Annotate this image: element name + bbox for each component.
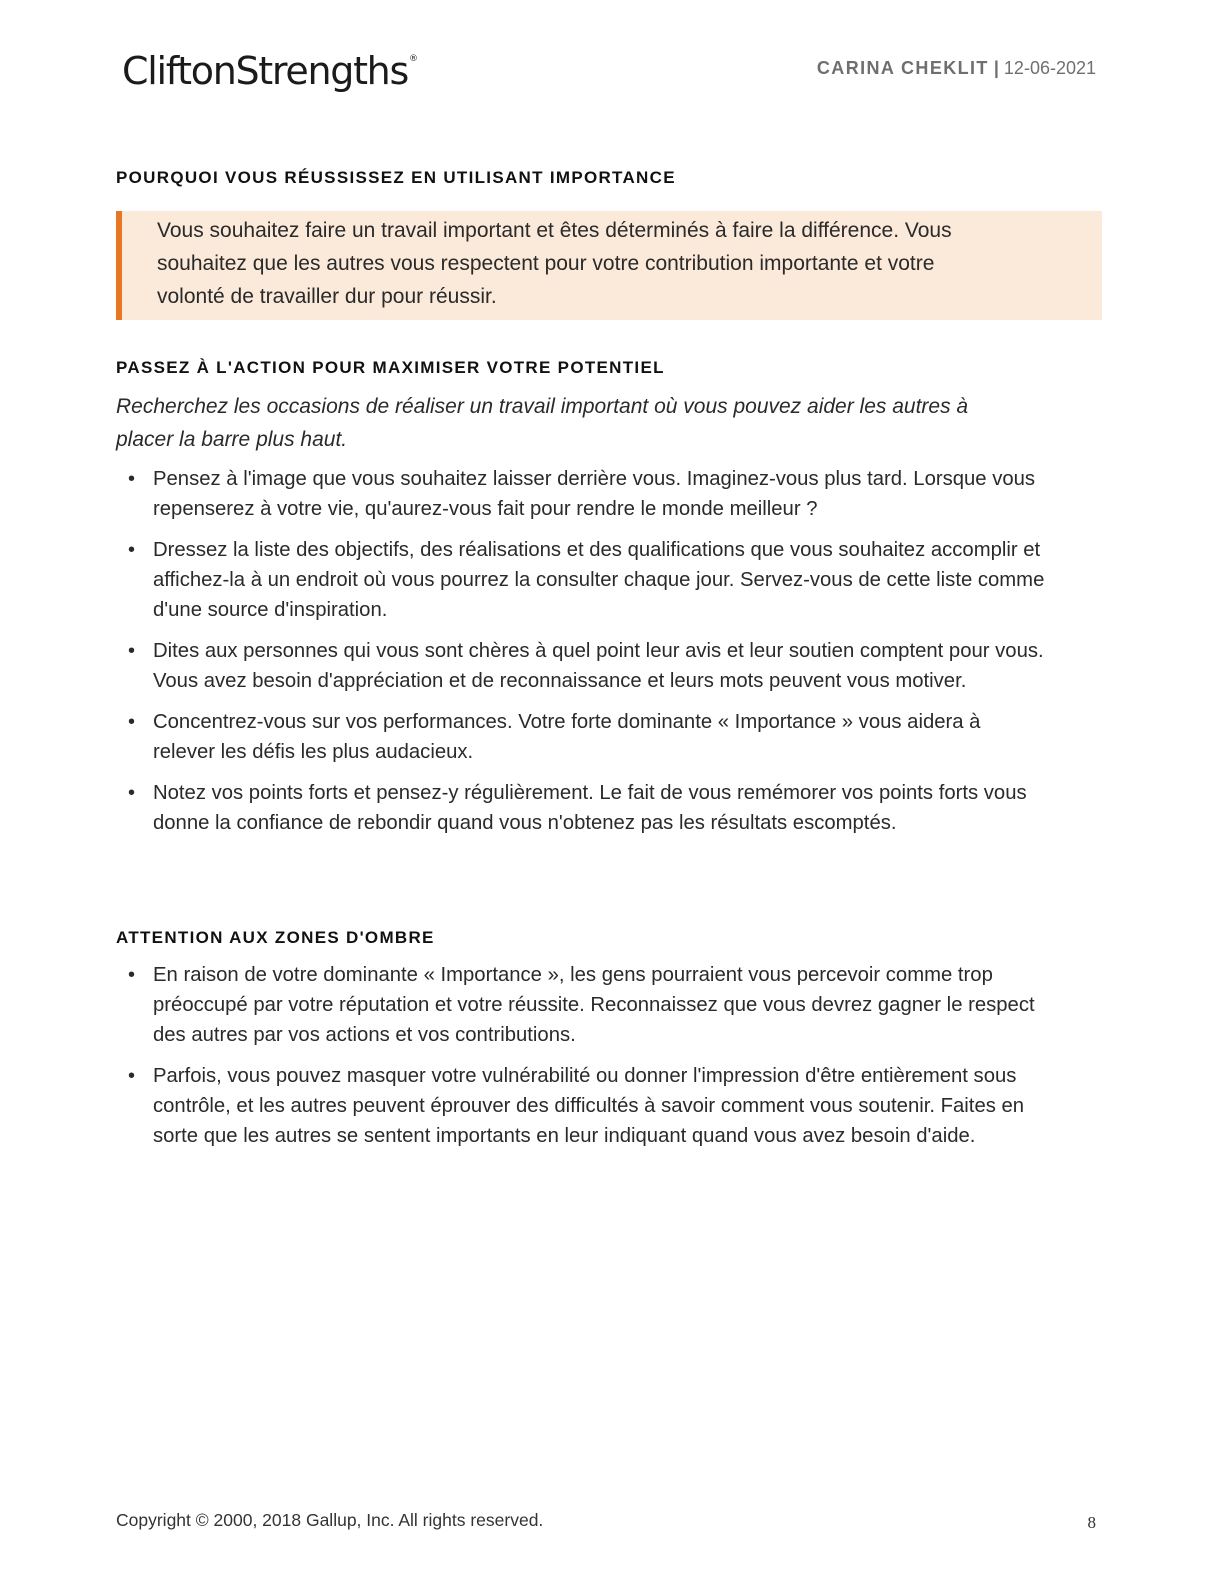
list-item: • Notez vos points forts et pensez-y régulièrement. Le fait de vous remémorer vos points forts vous donne la confiance de rebondir quand vous n'obtenez pas les résultats escomptés. xyxy=(116,778,1046,838)
header-separator: | xyxy=(993,58,999,78)
cliftonstrengths-logo xyxy=(122,49,417,93)
why-highlight-box xyxy=(116,211,1102,320)
page-number: 8 xyxy=(1087,1513,1096,1532)
list-item: • Pensez à l'image que vous souhaitez laisser derrière vous. Imaginez-vous plus tard. Lorsque vous repenserez à votre vie, qu'aurez-vous fait pour rendre le monde meilleur ? xyxy=(116,464,1046,524)
list-item: • Parfois, vous pouvez masquer votre vulnérabilité ou donner l'impression d'être entièrement sous contrôle, et les autres peuvent éprouver des difficultés à savoir comment vous soutenir. Faites en sorte que les autres se sentent importants en leur indiquant quand vous avez besoin d'aide. xyxy=(116,1061,1046,1151)
blindspots-heading: ATTENTION AUX ZONES D'OMBRE xyxy=(116,928,435,947)
why-text: Vous souhaitez faire un travail important et êtes déterminés à faire la différence. Vous souhaitez que les autres vous respectent pour votre contribution importante et votre volonté de travailler dur pour réussir. xyxy=(157,219,952,308)
list-item: • Dressez la liste des objectifs, des réalisations et des qualifications que vous souhaitez accomplir et affichez-la à un endroit où vous pourrez la consulter chaque jour. Servez-vous de cette liste comme d'une source d'inspiration. xyxy=(116,535,1046,625)
blindspots-list xyxy=(116,960,1046,1162)
report-owner-header xyxy=(817,58,1096,79)
action-intro: Recherchez les occasions de réaliser un travail important où vous pouvez aider les autres à placer la barre plus haut. xyxy=(116,395,969,451)
action-heading: PASSEZ À L'ACTION POUR MAXIMISER VOTRE POTENTIEL xyxy=(116,358,665,377)
user-name: CARINA CHEKLIT xyxy=(816,58,989,78)
report-date: 12-06-2021 xyxy=(1003,58,1096,78)
list-item: • Concentrez-vous sur vos performances. Votre forte dominante « Importance » vous aidera à relever les défis les plus audacieux. xyxy=(116,707,1046,767)
copyright-notice: Copyright © 2000, 2018 Gallup, Inc. All rights reserved. xyxy=(116,1510,544,1530)
list-item: • En raison de votre dominante « Importance », les gens pourraient vous percevoir comme trop préoccupé par votre réputation et votre réussite. Reconnaissez que vous devrez gagner le respect des autres par vos actions et vos contributions. xyxy=(116,960,1046,1050)
logo-text: CliftonStrengths xyxy=(122,49,408,93)
registered-mark: ® xyxy=(408,54,417,64)
action-list xyxy=(116,464,1046,849)
list-item: • Dites aux personnes qui vous sont chères à quel point leur avis et leur soutien comptent pour vous. Vous avez besoin d'appréciation et de reconnaissance et leurs mots peuvent vous motiver. xyxy=(116,636,1046,696)
why-heading: POURQUOI VOUS RÉUSSISSEZ EN UTILISANT IMPORTANCE xyxy=(116,168,676,187)
